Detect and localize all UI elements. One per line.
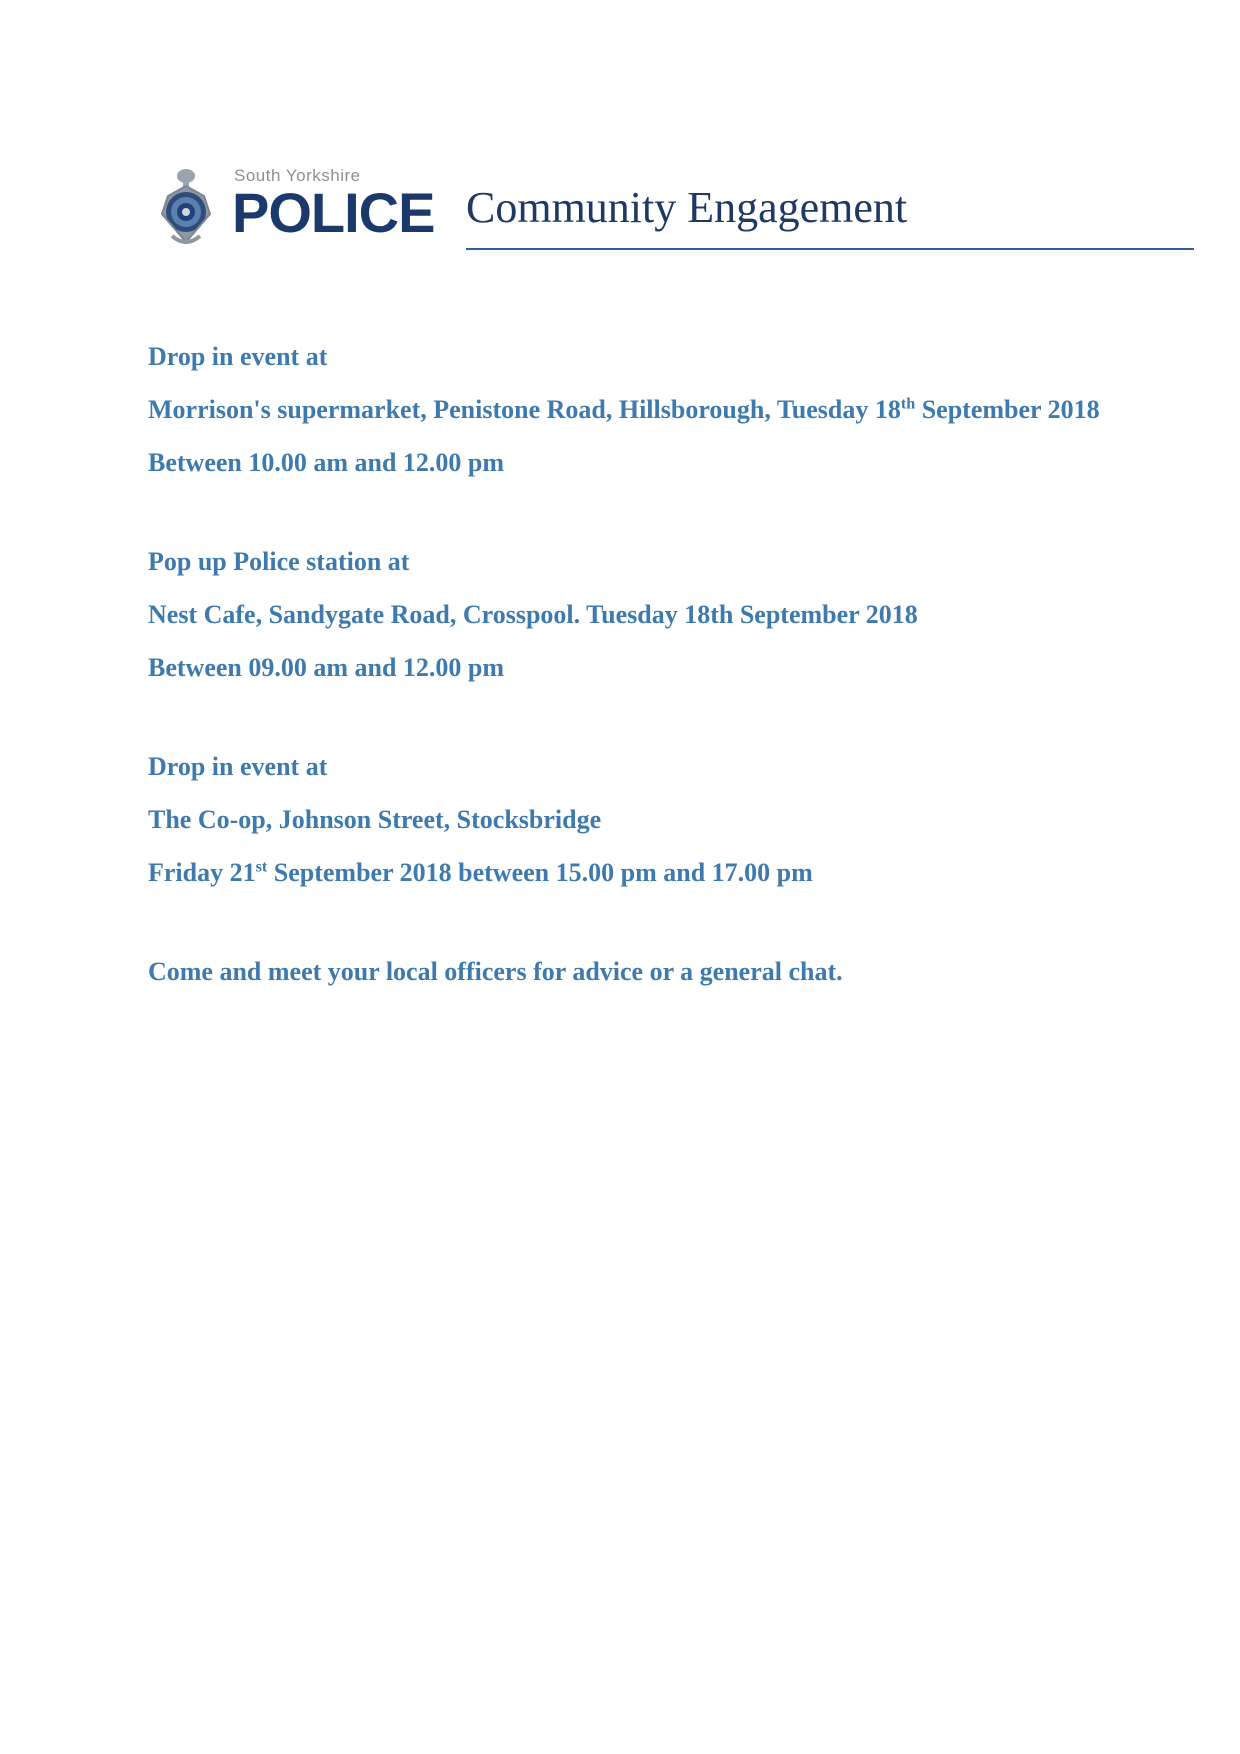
section-spacer-2 xyxy=(148,704,1108,750)
page-title: Community Engagement xyxy=(466,183,908,232)
section-spacer-3 xyxy=(148,909,1108,955)
event-2-location: Nest Cafe, Sandygate Road, Crosspool. Tuesday 18th September 2018 xyxy=(148,600,918,629)
event-3-heading: Drop in event at xyxy=(148,752,328,781)
event-1-heading: Drop in event at xyxy=(148,342,328,371)
event-1-location-ordinal: th xyxy=(900,395,916,413)
event-2-time: Between 09.00 am and 12.00 pm xyxy=(148,653,505,682)
event-1-location xyxy=(148,393,1108,427)
title-underline-rule xyxy=(466,248,1194,250)
event-3-location: The Co-op, Johnson Street, Stocksbridge xyxy=(148,805,602,834)
force-name-text: South Yorkshire xyxy=(234,166,361,185)
event-1-location-pre: Morrison's supermarket, Penistone Road, Hillsborough, Tuesday 18 xyxy=(148,395,901,424)
section-spacer-1 xyxy=(148,499,1108,545)
south-yorkshire-police-logo xyxy=(148,160,438,260)
event-3-time-post: September 2018 between 15.00 pm and 17.00 pm xyxy=(267,858,813,887)
event-3-time-pre: Friday 21 xyxy=(148,858,256,887)
document-header xyxy=(148,160,1098,270)
event-3-time xyxy=(148,856,1108,890)
event-1-time: Between 10.00 am and 12.00 pm xyxy=(148,448,505,477)
closing-line: Come and meet your local officers for advice or a general chat. xyxy=(148,957,843,986)
document-body xyxy=(148,340,1108,1008)
event-3-time-ordinal: st xyxy=(255,858,268,876)
event-2-heading: Pop up Police station at xyxy=(148,547,410,576)
event-1-location-post: September 2018 xyxy=(915,395,1100,424)
police-wordmark: POLICE xyxy=(232,181,435,244)
police-crest-icon xyxy=(150,162,222,250)
